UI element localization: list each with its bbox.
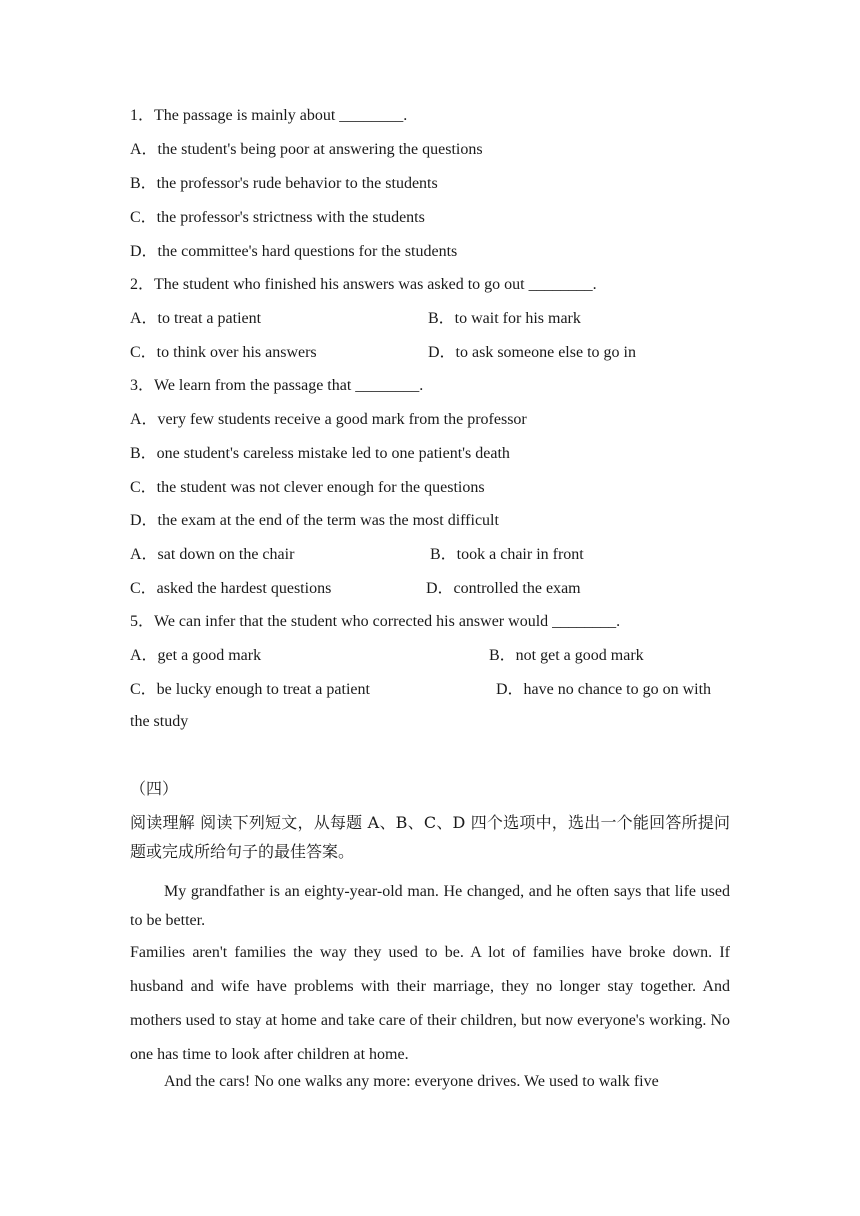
- section-instruction: 阅读理解 阅读下列短文，从每题 A、B、C、D 四个选项中，选出一个能回答所提问题或完成所给句子的最佳答案。: [130, 813, 730, 861]
- question-2-option-c: C．to think over his answers: [130, 344, 317, 361]
- passage-paragraph-2: Families aren't families the way they used to be. A lot of families have broke down. If husband and wife have problems with their marriage, they no longer stay together. And mothers used to stay at home and take care of their children, but now everyone's working. No one has time to look after children at home.: [130, 944, 730, 1063]
- question-5-option-d-continued: the study: [130, 713, 189, 730]
- question-4-option-d: D．controlled the exam: [426, 580, 581, 597]
- question-3-option-b: B．one student's careless mistake led to one patient's death: [130, 445, 510, 462]
- question-4-option-a: A．sat down on the chair: [130, 546, 295, 563]
- question-1-option-b: B．the professor's rude behavior to the students: [130, 175, 438, 192]
- question-3-option-c: C．the student was not clever enough for the questions: [130, 479, 485, 496]
- question-5-option-a: A．get a good mark: [130, 647, 262, 664]
- passage-paragraph-1: My grandfather is an eighty-year-old man. He changed, and he often says that life used to be better.: [130, 883, 730, 929]
- section-heading: （四）: [130, 779, 179, 798]
- question-3-option-a: A．very few students receive a good mark from the professor: [130, 411, 527, 428]
- question-1-option-a: A．the student's being poor at answering the questions: [130, 141, 483, 158]
- question-2-option-d: D．to ask someone else to go in: [428, 344, 636, 361]
- question-5-option-b: B．not get a good mark: [489, 647, 644, 664]
- question-2-option-b: B．to wait for his mark: [428, 310, 581, 327]
- question-4-option-b: B．took a chair in front: [430, 546, 584, 563]
- question-1-option-d: D．the committee's hard questions for the students: [130, 243, 458, 260]
- question-5-option-d: D．have no chance to go on with: [496, 681, 712, 698]
- question-2-stem: 2．The student who finished his answers was asked to go out ________.: [130, 276, 597, 293]
- question-3-option-d: D．the exam at the end of the term was the most difficult: [130, 512, 499, 529]
- question-5-option-c: C．be lucky enough to treat a patient: [130, 681, 370, 698]
- question-1-option-c: C．the professor's strictness with the students: [130, 209, 425, 226]
- question-1-stem: 1．The passage is mainly about ________.: [130, 107, 408, 124]
- question-5-stem: 5．We can infer that the student who corrected his answer would ________.: [130, 613, 621, 630]
- passage-paragraph-3: And the cars! No one walks any more: everyone drives. We used to walk five: [164, 1073, 659, 1090]
- question-4-option-c: C．asked the hardest questions: [130, 580, 332, 597]
- question-3-stem: 3．We learn from the passage that ________.: [130, 377, 424, 394]
- question-2-option-a: A．to treat a patient: [130, 310, 262, 327]
